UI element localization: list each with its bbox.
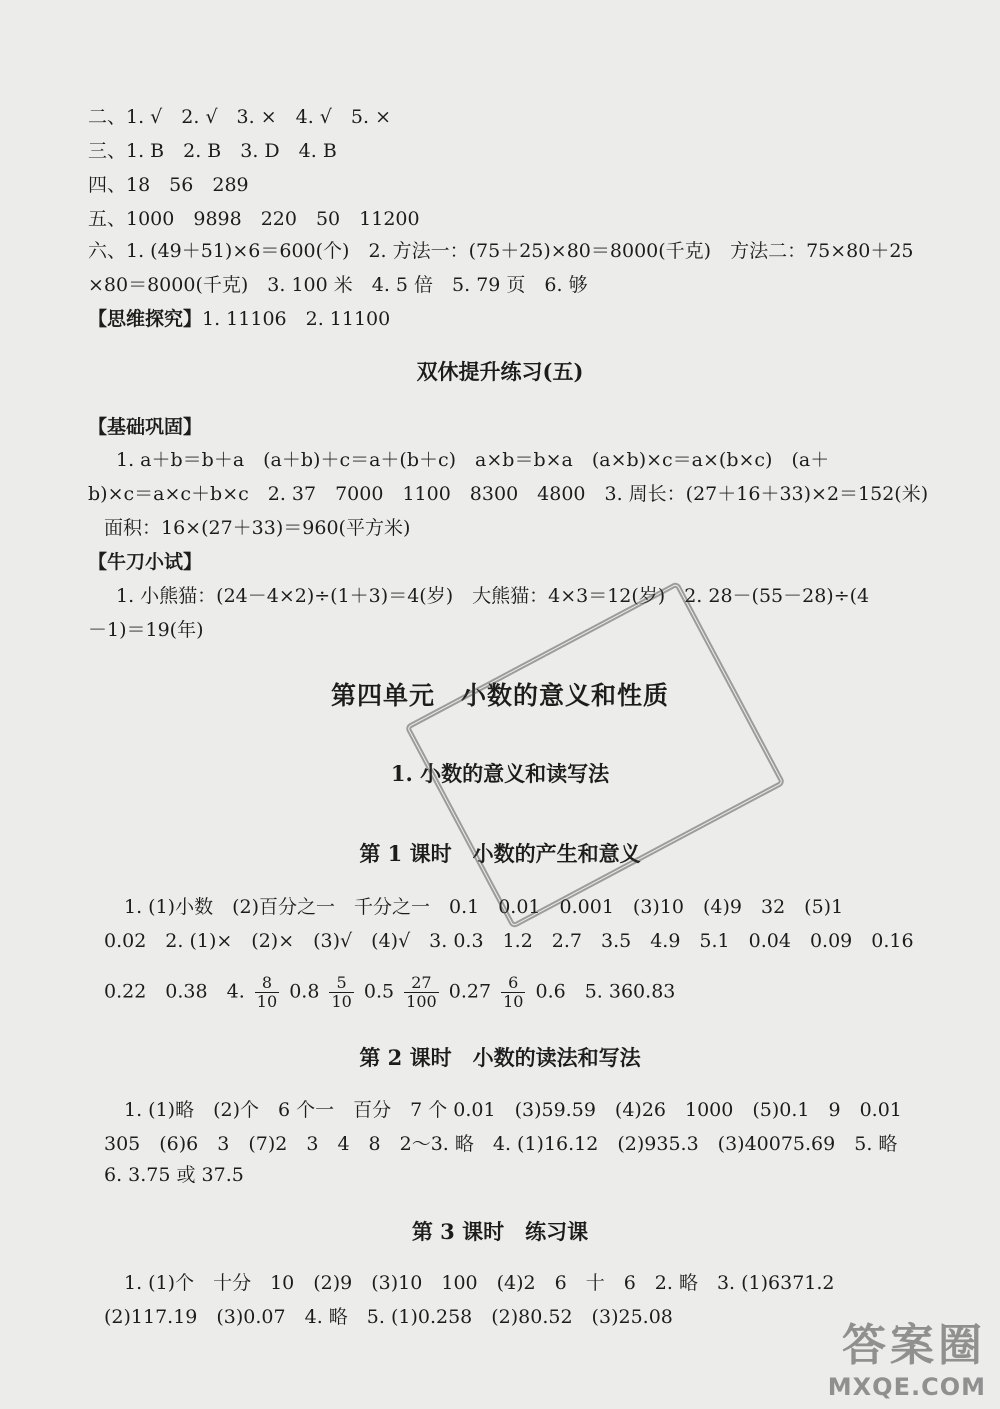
unit-title: 第四单元 小数的意义和性质 [330,681,669,710]
review-line-6-cont: ×80＝8000(千克) 3. 100 米 4. 5 倍 5. 79 页 6. 够 [88,274,588,296]
basic-line-1: 1. a＋b＝b＋a (a＋b)＋c＝a＋(b＋c) a×b＝b×a (a×b)×c＝a×(b×c) (a＋ [116,449,830,471]
lesson-2-line-3: 6. 3.75 或 37.5 [104,1164,244,1186]
stamp-watermark [404,581,786,930]
fraction-5-10: $\frac{5}{10}$ [331,973,352,1011]
review-line-6: 六、1. (49＋51)×6＝600(个) 2. 方法一：(75＋25)×80＝8000(千克) 方法二：75×80＋25 [88,240,914,262]
review-line-2: 二、1. √ 2. √ 3. × 4. √ 5. × [88,106,391,128]
lesson-1-text-d: 0.27 [448,980,492,1003]
lesson-2-title: 第 2 课时 小数的读法和写法 [359,1045,641,1070]
lesson-3-line-2: (2)117.19 (3)0.07 4. 略 5. (1)0.258 (2)80.52 (3)25.08 [104,1306,673,1328]
think-row [88,306,390,332]
fraction-27-100: $\frac{27}{100}$ [406,973,437,1011]
basic-line-3: 面积：16×(27＋33)＝960(平方米) [104,517,411,539]
review-line-3: 三、1. B 2. B 3. D 4. B [88,140,337,162]
lesson-1-line-1: 1. (1)小数 (2)百分之一 千分之一 0.1 0.01 0.001 (3)10 (4)9 32 (5)1 [124,896,844,918]
lesson-1-text-c: 0.5 [363,980,395,1003]
basic-tag: 【基础巩固】 [88,416,203,438]
lesson-2-line-2: 305 (6)6 3 (7)2 3 4 8 2～3. 略 4. (1)16.12 (2)935.3 (3)40075.69 5. 略 [104,1133,898,1155]
watermark-domain: MXQE.COM [827,1373,986,1401]
lesson-1-text-b: 0.8 [289,980,320,1003]
lesson-1-title: 第 1 课时 小数的产生和意义 [359,841,641,866]
weekend-title: 双休提升练习(五) [416,359,584,384]
section-title: 1. 小数的意义和读写法 [390,761,610,786]
site-watermark [828,1309,986,1401]
review-line-5: 五、1000 9898 220 50 11200 [88,208,420,230]
lesson-3-title: 第 3 课时 练习课 [411,1219,589,1244]
lesson-3-line-1: 1. (1)个 十分 10 (2)9 (3)10 100 (4)2 6 十 6 2. 略 3. (1)6371.2 [124,1272,835,1294]
fraction-6-10: $\frac{6}{10}$ [503,973,524,1011]
lesson-1-line-3 [104,974,675,1011]
review-line-4: 四、18 56 289 [88,174,249,196]
try-tag: 【牛刀小试】 [88,551,203,573]
lesson-1-text-e: 0.6 5. 360.83 [535,980,676,1003]
lesson-2-line-1: 1. (1)略 (2)个 6 个一 百分 7 个 0.01 (3)59.59 (4)26 1000 (5)0.1 9 0.01 [124,1099,902,1121]
basic-line-2: b)×c＝a×c＋b×c 2. 37 7000 1100 8300 4800 3. 周长：(27＋16＋33)×2＝152(米) [88,483,929,505]
think-answer: 1. 11106 2. 11100 [202,308,391,330]
try-line-1: 1. 小熊猫：(24－4×2)÷(1＋3)＝4(岁) 大熊猫：4×3＝12(岁) 2. 28－(55－28)÷(4 [116,585,870,607]
lesson-1-line-2: 0.02 2. (1)× (2)× (3)√ (4)√ 3. 0.3 1.2 2.7 3.5 4.9 5.1 0.04 0.09 0.16 [104,930,914,952]
fraction-8-10: $\frac{8}{10}$ [256,973,278,1011]
think-tag: 【思维探究】 [88,308,203,330]
lesson-1-text-a: 0.22 0.38 4. [104,980,245,1003]
watermark-logo: 答案圈 [842,1320,986,1371]
try-line-2: －1)＝19(年) [88,619,204,641]
